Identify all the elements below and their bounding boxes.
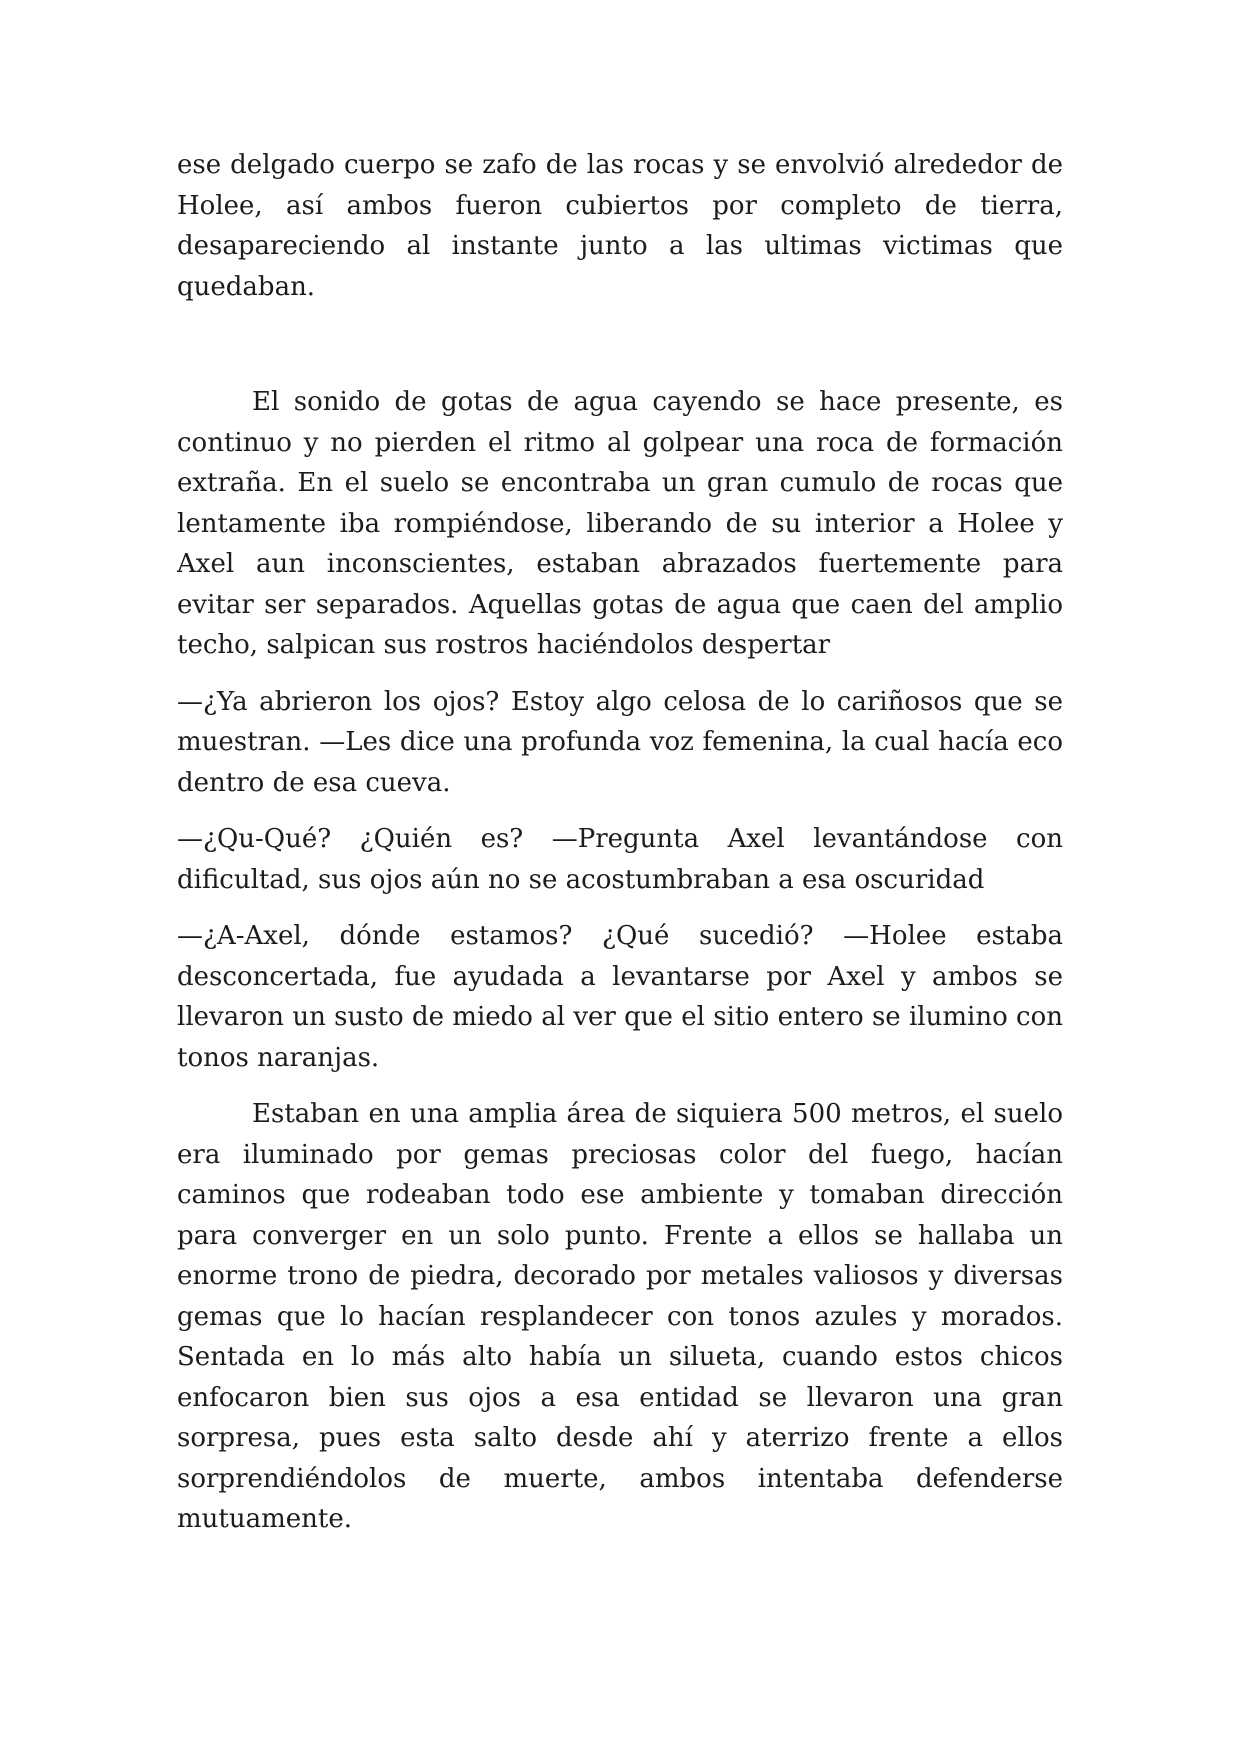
dialogue-3: —¿A-Axel, dónde estamos? ¿Qué sucedió? —Holee estaba desconcertada, fue ayudada a levantarse por Axel y ambos se llevaron un susto de miedo al ver que el sitio entero se ilumino con tonos naranjas. <box>177 921 1063 1073</box>
paragraph-1: ese delgado cuerpo se zafo de las rocas y se envolvió alrededor de Holee, así ambos fueron cubiertos por completo de tierra, desapareciendo al instante junto a las ultimas victimas que quedaban. <box>177 150 1063 302</box>
dialogue-2: —¿Qu-Qué? ¿Quién es? —Pregunta Axel levantándose con dificultad, sus ojos aún no se acostumbraban a esa oscuridad <box>177 824 1063 895</box>
paragraph-2: El sonido de gotas de agua cayendo se hace presente, es continuo y no pierden el ritmo al golpear una roca de formación extraña. En el suelo se encontraba un gran cumulo de rocas que lentamente iba rompiéndose, liberando de su interior a Holee y Axel aun inconscientes, estaban abrazados fuertemente para evitar ser separados. Aquellas gotas de agua que caen del amplio techo, salpican sus rostros haciéndolos despertar <box>177 387 1063 660</box>
dialogue-1: —¿Ya abrieron los ojos? Estoy algo celosa de lo cariñosos que se muestran. —Les dice una profunda voz femenina, la cual hacía eco dentro de esa cueva. <box>177 686 1063 798</box>
document-page <box>177 145 1063 1540</box>
paragraph-3: Estaban en una amplia área de siquiera 500 metros, el suelo era iluminado por gemas preciosas color del fuego, hacían caminos que rodeaban todo ese ambiente y tomaban dirección para converger en un solo punto. Frente a ellos se hallaba un enorme trono de piedra, decorado por metales valiosos y diversas gemas que lo hacían resplandecer con tonos azules y morados. Sentada en lo más alto había un silueta, cuando estos chicos enfocaron bien sus ojos a esa entidad se llevaron una gran sorpresa, pues esta salto desde ahí y aterrizo frente a ellos sorprendiéndolos de muerte, ambos intentaba defenderse mutuamente. <box>177 1099 1063 1534</box>
